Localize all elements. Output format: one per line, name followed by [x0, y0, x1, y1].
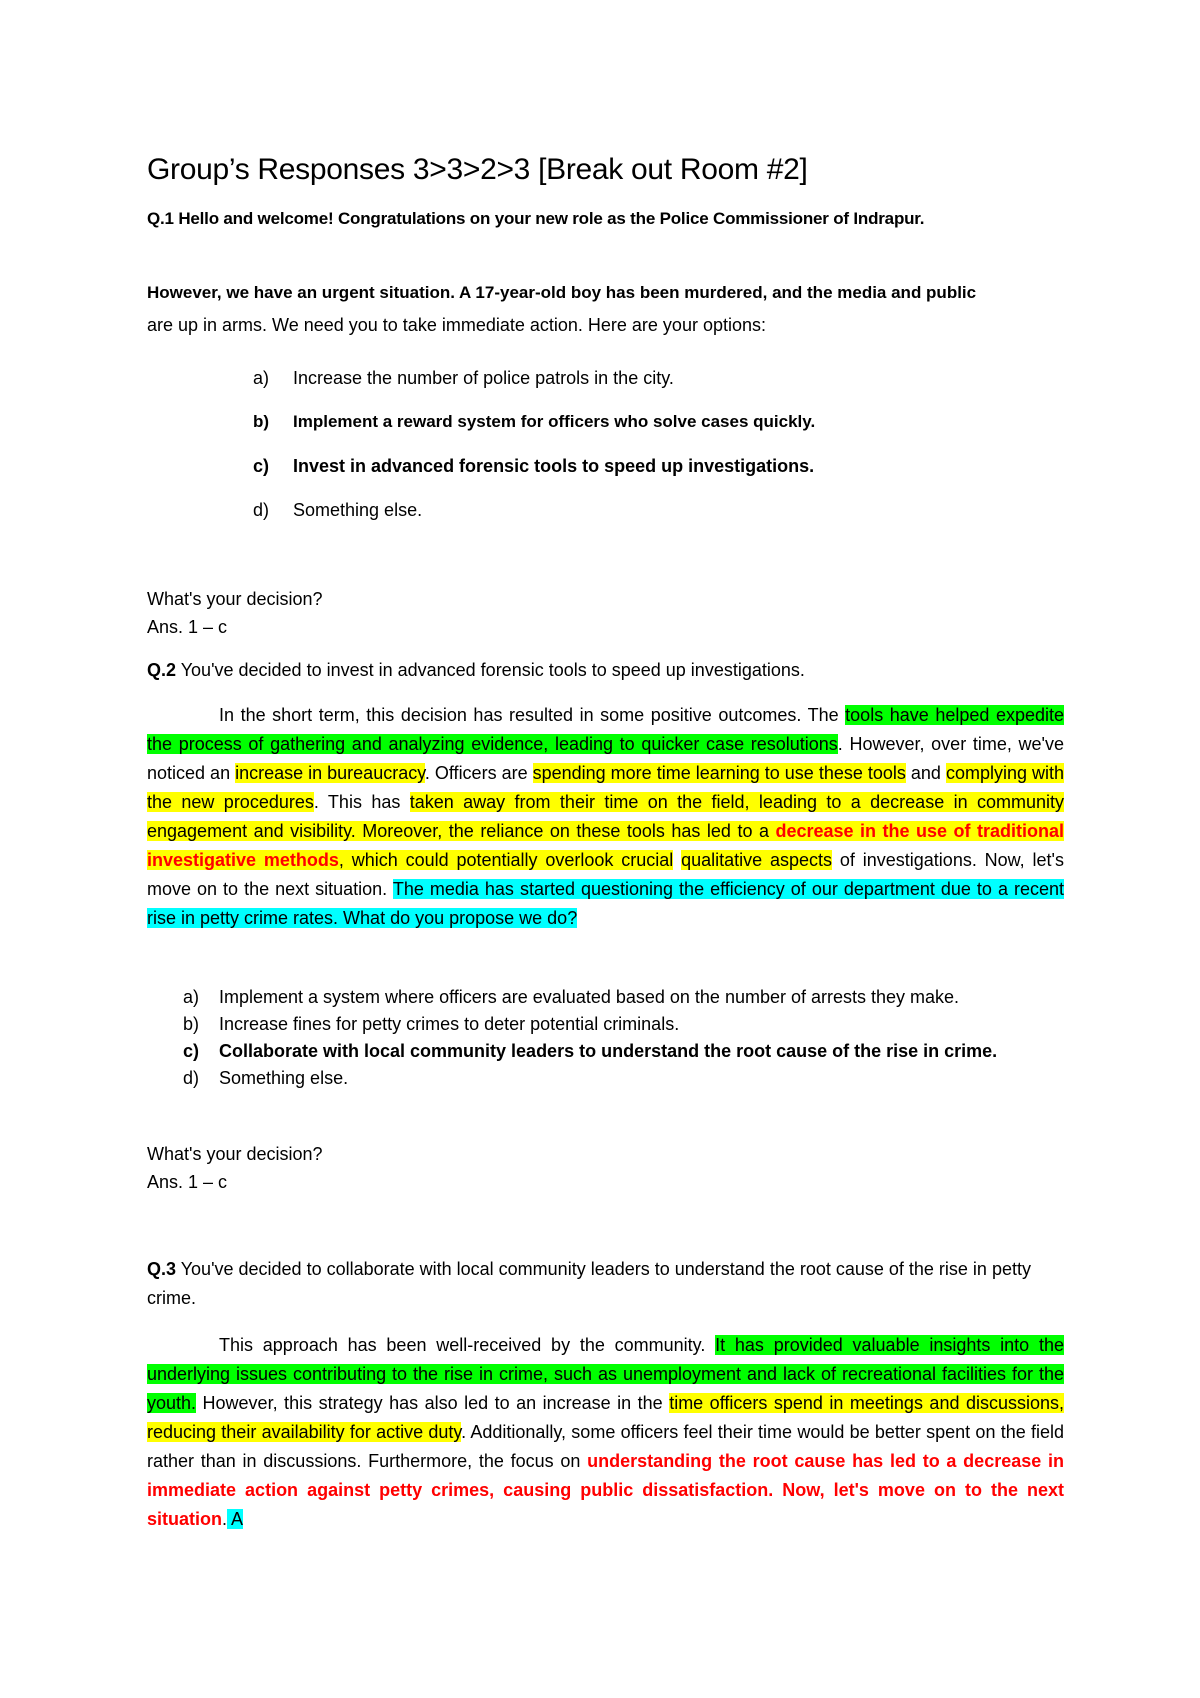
q1-option-a: [253, 368, 674, 389]
q2-highlight-yellow-5: , which could potentially overlook crucial: [338, 850, 674, 870]
q3-label: Q.3: [147, 1259, 177, 1279]
q3-highlight-yellow: time officers spend in meetings and discussions, reducing their availability for active duty: [147, 1393, 1064, 1442]
q3-highlight-red: understanding the root cause has led to a decrease in immediate action against petty crimes, causing public dissatisfaction. Now, let's move on to the next situation: [147, 1451, 1064, 1529]
q1-option-b: [253, 412, 815, 432]
q3-text-3: . Additionally, some officers feel their time would be better spent on the field rather than in discussions. Furthermore, the focus on: [147, 1422, 1064, 1471]
q2-highlight-yellow-3: complying with the new procedures: [147, 763, 1065, 812]
option-letter: a): [253, 368, 270, 388]
q3-highlight-green: It has provided valuable insights into the underlying issues contributing to the rise in crime, such as unemployment and lack of recreational facilities for the youth.: [147, 1335, 1064, 1413]
q2-option-d: [183, 1065, 997, 1092]
q3-text-1: This approach has been well-received by the community.: [219, 1335, 716, 1355]
q2-text-7: of investigations. Now, let's move on to the next situation.: [147, 850, 1064, 899]
q3-text-2: However, this strategy has also led to an increase in the: [196, 1393, 670, 1413]
option-text: Increase the number of police patrols in the city.: [293, 368, 674, 388]
q1-option-c: [253, 456, 814, 477]
option-letter: b): [253, 412, 270, 431]
q2-answer: Ans. 1 – c: [147, 1172, 228, 1192]
option-text: Increase fines for petty crimes to deter potential criminals.: [219, 1014, 680, 1034]
option-text: Implement a system where officers are evaluated based on the number of arrests they make.: [219, 987, 960, 1007]
q2-highlight-cyan: The media has started questioning the efficiency of our department due to a recent rise in petty crime rates. What do you propose we do?: [147, 879, 1064, 928]
option-letter: c): [183, 1041, 200, 1061]
option-text: Something else.: [219, 1068, 349, 1088]
q2-text-2: . However, over time, we've noticed an: [147, 734, 1064, 783]
page-title: Group’s Responses 3>3>2>3 [Break out Room #2]: [147, 153, 808, 186]
option-text: Collaborate with local community leaders to understand the root cause of the rise in crime.: [219, 1041, 998, 1061]
q2-paragraph: [147, 701, 1064, 933]
option-letter: c): [253, 456, 270, 476]
q2-highlight-green: tools have helped expedite the process of gathering and analyzing evidence, leading to quicker case resolutions: [147, 705, 1064, 754]
q2-highlight-yellow-6: qualitative aspects: [681, 850, 833, 870]
q2-text-1: In the short term, this decision has resulted in some positive outcomes. The: [219, 705, 846, 725]
q2-label: Q.2: [147, 660, 177, 680]
q2-option-c: [183, 1038, 997, 1065]
q3-heading-text: You've decided to collaborate with local community leaders to understand the root cause of the rise in petty crime.: [147, 1259, 1031, 1308]
option-letter: d): [183, 1068, 200, 1088]
q3-heading: [147, 1255, 1064, 1313]
q2-options: [183, 984, 997, 1092]
option-text: Invest in advanced forensic tools to speed up investigations.: [293, 456, 815, 476]
q1-body: [147, 276, 1027, 341]
q2-heading: [147, 656, 805, 685]
option-letter: d): [253, 500, 270, 520]
option-text: Something else.: [293, 500, 423, 520]
q2-option-a: [183, 984, 997, 1011]
q2-text-4: and: [905, 763, 946, 783]
q2-highlight-yellow-4: taken away from their time on the field, leading to a decrease in community engagement and visibility. Moreover, the reliance on these tools has led to a: [147, 792, 1064, 841]
q1-body-bold: However, we have an urgent situation. A 17-year-old boy has been murdered, and the media and public: [147, 283, 977, 302]
q3-paragraph: [147, 1331, 1064, 1534]
q1-answer: Ans. 1 – c: [147, 617, 228, 637]
q2-text-5: . This has: [313, 792, 410, 812]
q3-text-4: .: [222, 1509, 228, 1529]
q2-heading-text: You've decided to invest in advanced forensic tools to speed up investigations.: [176, 660, 805, 680]
q2-highlight-red: decrease in the use of traditional investigative methods: [147, 821, 1064, 870]
q1-decision: What's your decision?: [147, 589, 323, 609]
option-text: Implement a reward system for officers who solve cases quickly.: [293, 412, 816, 431]
q2-option-b: [183, 1011, 997, 1038]
q2-highlight-yellow-2: spending more time learning to use these tools: [532, 763, 906, 783]
q1-option-d: [253, 500, 422, 521]
q1-body-rest: are up in arms. We need you to take immediate action. Here are your options:: [147, 315, 766, 335]
q2-decision: What's your decision?: [147, 1144, 323, 1164]
q2-text-6: [673, 850, 681, 870]
q2-text-3: . Officers are: [424, 763, 533, 783]
q1-heading: Q.1 Hello and welcome! Congratulations on your new role as the Police Commissioner of Indrapur.: [147, 209, 925, 228]
option-letter: b): [183, 1014, 200, 1034]
q2-highlight-yellow-1: increase in bureaucracy: [235, 763, 425, 783]
option-letter: a): [183, 987, 200, 1007]
q3-highlight-cyan: A: [227, 1509, 244, 1529]
